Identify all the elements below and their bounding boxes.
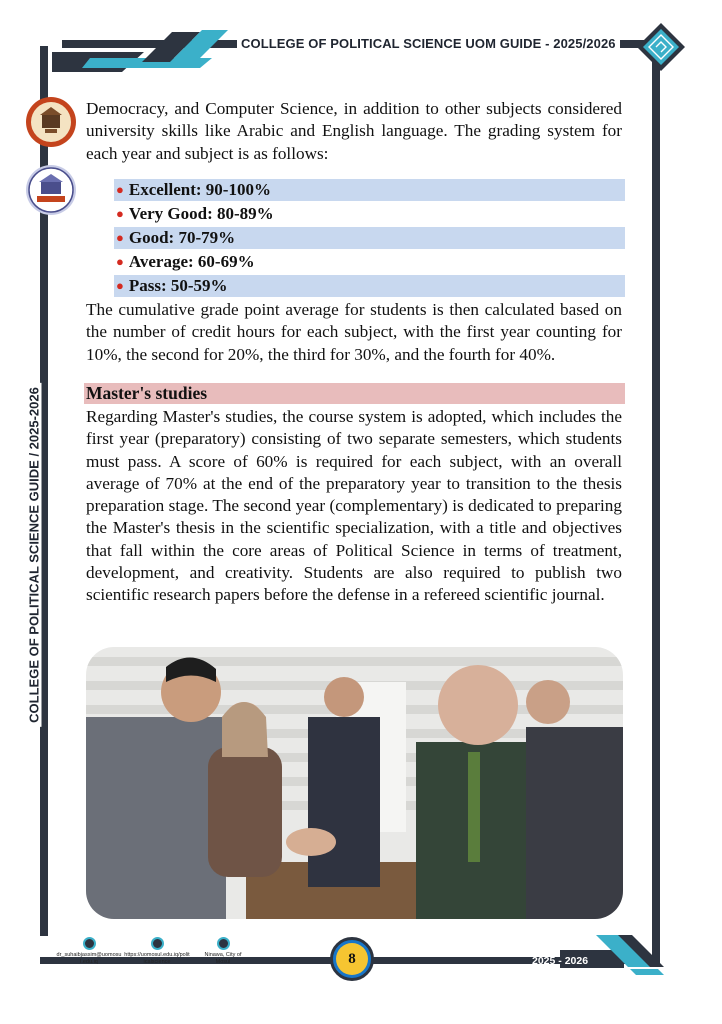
masters-paragraph: Regarding Master's studies, the course system is adopted, which includes the first year (preparatory) consisting of two separate semesters, which students must pass. A score of 60% is required for each subject, with an overall average of 70% at the end of the preparatory year to transition to the thesis preparation stage. The second year (complementary) is dedicated to preparing the Master's thesis in the scientific specialization, with a title and objectives that fall within the core areas of Political Science in terms of treatment, development, and creativity. Students are also required to publish two scientific research papers before the defense in a refereed scientific journal. [86,407,622,605]
grade-item-good: ● Good: 70-79% [114,227,625,249]
bullet-icon: ● [116,182,124,197]
cumulative-gpa-paragraph: The cumulative grade point average for students is then calculated based on the number of credit hours for each subject, with the first year counting for 10%, the second for 20%, the third for 30%, and the fourth for 40%. [86,300,622,364]
footer-location [200,937,246,966]
grade-item-very-good: ● Very Good: 80-89% [116,204,274,223]
bullet-icon: ● [116,278,124,293]
bullet-icon: ● [116,206,124,221]
footer-website-text: https://uomosul.edu.iq/politicalscience [124,952,190,965]
grade-item-average: ● Average: 60-69% [116,252,255,271]
footer-email-text: dr_suhaibjassim@uomosul.edu.iq [56,952,122,965]
college-logo-icon [25,164,77,216]
email-icon [83,937,96,950]
footer-email[interactable] [56,937,122,966]
footer-location-text: Ninawa, City of Mosul [204,952,242,965]
bullet-icon: ● [116,230,124,245]
footer-year: 2025 - 2026 [532,955,589,967]
footer-website[interactable] [124,937,190,966]
page-number-badge [330,937,374,981]
globe-icon [151,937,164,950]
masters-section-heading: Master's studies [84,383,625,404]
page-header-title: COLLEGE OF POLITICAL SCIENCE UOM GUIDE - 2025/2026 [237,36,620,51]
grade-item-pass: ● Pass: 50-59% [114,275,625,297]
intro-paragraph: Democracy, and Computer Science, in addition to other subjects considered university skills like Arabic and English language. The grading system for each year and subject is as follows: [86,99,622,163]
meeting-handshake-photo [86,647,623,919]
university-logo-icon [25,96,77,148]
frame-right-border [652,48,660,964]
diamond-emblem-icon [636,22,686,72]
vertical-side-title: COLLEGE OF POLITICAL SCIENCE GUIDE / 2025-2026 [27,383,42,727]
grading-list [114,179,625,299]
bullet-icon: ● [116,254,124,269]
header-stripe-decoration [52,30,252,72]
grade-item-excellent: ● Excellent: 90-100% [114,179,625,201]
page-number: 8 [336,943,368,975]
location-pin-icon [217,937,230,950]
